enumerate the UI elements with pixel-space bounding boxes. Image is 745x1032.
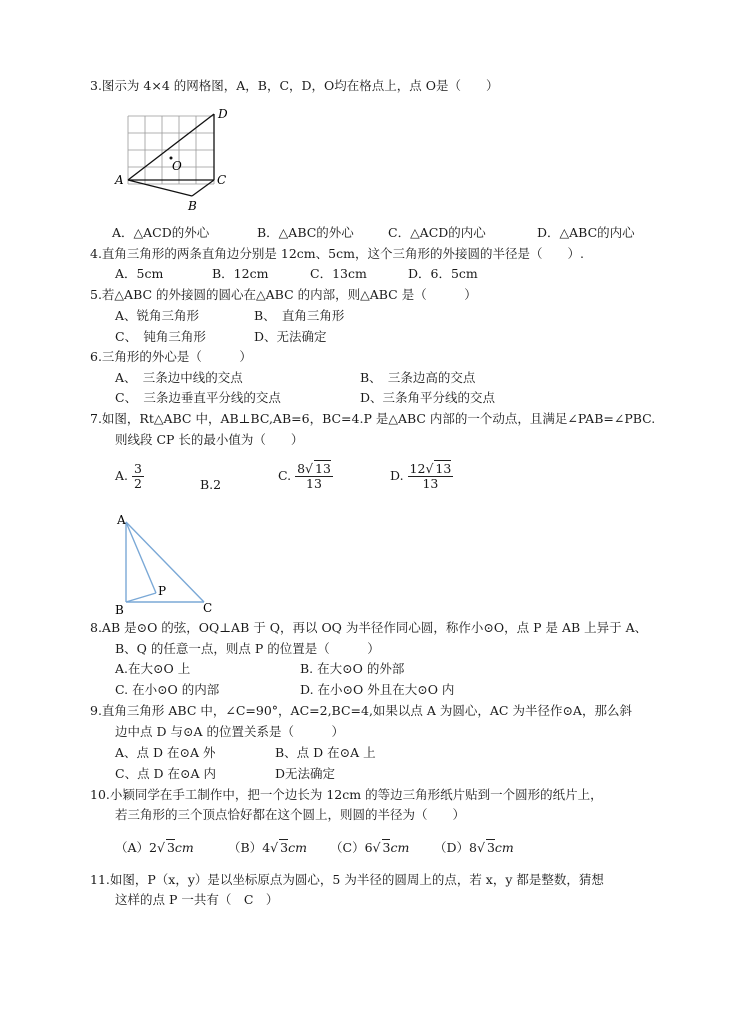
q10-stem-line2: 若三角形的三个顶点恰好都在这个圆上，则圆的半径为（ ） xyxy=(115,807,466,822)
q6-stem: 6.三角形的外心是（ ） xyxy=(90,349,252,364)
q4-option-c[interactable]: C．13cm xyxy=(310,266,367,281)
q10-option-c[interactable]: （C）6√ 3cm xyxy=(330,840,410,855)
q7-label-b: B xyxy=(115,603,124,616)
q3-label-o: O xyxy=(172,159,182,173)
q3-stem: 3.图示为 4×4 的网格图，A，B，C，D，O均在格点上，点 O是（ ） xyxy=(90,78,499,93)
q6-option-a[interactable]: A、 三条边中线的交点 xyxy=(115,370,243,385)
q10-stem-line1: 10.小颖同学在手工制作中，把一个边长为 12cm 的等边三角形纸片贴到一个圆形的纸片上， xyxy=(90,787,603,802)
q3-option-d[interactable]: D．△ABC的内心 xyxy=(537,225,635,240)
q9-option-b[interactable]: B、点 D 在⊙A 上 xyxy=(275,745,376,760)
q3-label-c: C xyxy=(217,173,227,187)
q5-option-c[interactable]: C、 钝角三角形 xyxy=(115,329,206,344)
q5-stem: 5.若△ABC 的外接圆的圆心在△ABC 的内部，则△ABC 是（ ） xyxy=(90,287,477,302)
q9-option-d[interactable]: D无法确定 xyxy=(275,766,336,781)
q8-stem-line2: B、Q 的任意一点，则点 P 的位置是（ ） xyxy=(115,641,380,656)
q3-label-d: D xyxy=(218,107,228,121)
q3-grid-figure xyxy=(110,104,240,222)
q8-option-d[interactable]: D. 在小⊙O 外且在大⊙O 内 xyxy=(300,682,455,697)
q10-option-a[interactable]: （A）2√ 3cm xyxy=(115,840,194,855)
q10-option-d[interactable]: （D）8√ 3cm xyxy=(434,840,514,855)
q8-option-b[interactable]: B. 在大⊙O 的外部 xyxy=(300,661,405,676)
q8-option-a[interactable]: A.在大⊙O 上 xyxy=(115,661,191,676)
q6-option-c[interactable]: C、 三条边垂直平分线的交点 xyxy=(115,390,281,405)
q3-option-a[interactable]: A．△ACD的外心 xyxy=(112,225,210,240)
q7-stem-line2: 则线段 CP 长的最小值为（ ） xyxy=(115,432,304,447)
q7-label-c: C xyxy=(203,601,213,615)
q6-option-b[interactable]: B、 三条边高的交点 xyxy=(360,370,476,385)
q4-stem: 4.直角三角形的两条直角边分别是 12cm、5cm，这个三角形的外接圆的半径是（ ）. xyxy=(90,246,584,261)
q7-option-b[interactable]: B.2 xyxy=(200,477,222,492)
q3-label-b: B xyxy=(188,199,197,213)
q9-stem-line1: 9.直角三角形 ABC 中，∠C=90°，AC=2,BC=4,如果以点 A 为圆心，AC 为半径作⊙A，那么斜 xyxy=(90,703,632,718)
q3-label-a: A xyxy=(115,173,124,187)
q8-option-c[interactable]: C. 在小⊙O 的内部 xyxy=(115,682,220,697)
q8-stem-line1: 8.AB 是⊙O 的弦，OQ⊥AB 于 Q，再以 OQ 为半径作同心圆，称作小⊙O，点 P 是 AB 上异于 A、 xyxy=(90,620,648,635)
q5-option-d[interactable]: D、无法确定 xyxy=(254,329,327,344)
q3-option-b[interactable]: B．△ABC的外心 xyxy=(257,225,354,240)
q4-option-b[interactable]: B．12cm xyxy=(212,266,269,281)
q11-stem-line1: 11.如图，P（x，y）是以坐标原点为圆心，5 为半径的圆周上的点，若 x，y 都是整数，猜想 xyxy=(90,872,604,887)
q4-option-a[interactable]: A．5cm xyxy=(115,266,164,281)
q7-option-d[interactable]: D. $\frac{12√ 13}{13}$ xyxy=(390,461,452,491)
q7-triangle-figure xyxy=(112,512,222,616)
q10-option-b[interactable]: （B）4√ 3cm xyxy=(228,840,307,855)
q7-label-p: P xyxy=(158,584,167,598)
q6-option-d[interactable]: D、三条角平分线的交点 xyxy=(360,390,496,405)
q9-stem-line2: 边中点 D 与⊙A 的位置关系是（ ） xyxy=(115,724,344,739)
q11-stem-line2: 这样的点 P 一共有（ C ） xyxy=(115,892,279,907)
q5-option-b[interactable]: B、 直角三角形 xyxy=(254,308,345,323)
q7-option-c[interactable]: C. $\frac{8√ 13}{13}$ xyxy=(278,461,331,491)
q7-stem-line1: 7.如图，Rt△ABC 中，AB⊥BC,AB=6，BC=4.P 是△ABC 内部的一个动点，且满足∠PAB=∠PBC. xyxy=(90,411,656,426)
q3-option-c[interactable]: C．△ACD的内心 xyxy=(388,225,486,240)
q9-option-c[interactable]: C、点 D 在⊙A 内 xyxy=(115,766,217,781)
q5-option-a[interactable]: A、锐角三角形 xyxy=(115,308,200,323)
q7-option-a[interactable]: A. $\frac{3}{2}$ xyxy=(115,461,142,491)
q7-label-a: A xyxy=(117,513,126,527)
q9-option-a[interactable]: A、点 D 在⊙A 外 xyxy=(115,745,216,760)
q4-option-d[interactable]: D．6．5cm xyxy=(408,266,478,281)
